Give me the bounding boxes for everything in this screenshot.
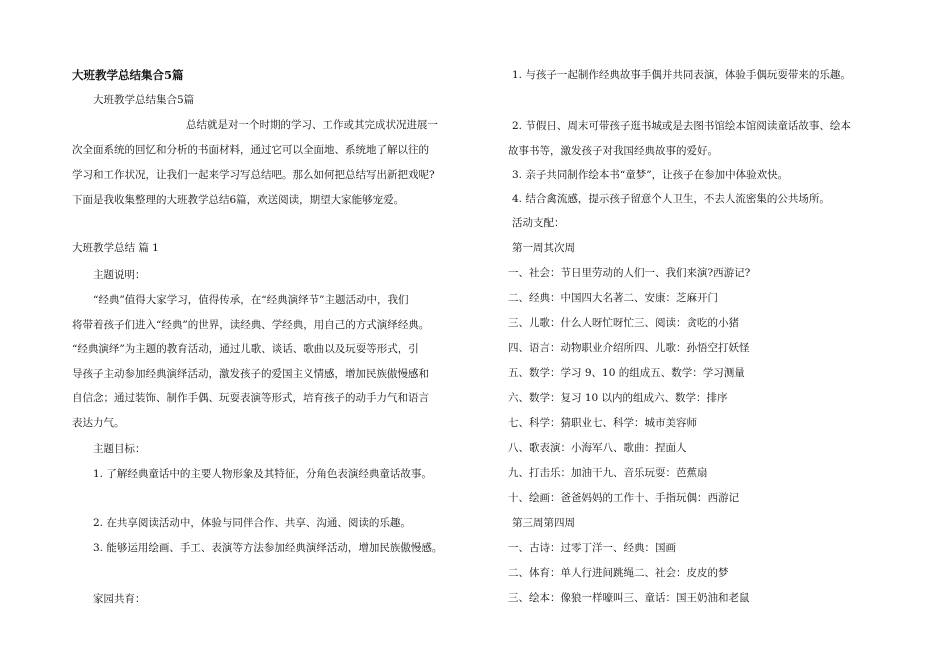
theme-line: “经典”值得大家学习，值得传承，在“经典演绎节”主题活动中，我们 xyxy=(93,294,409,306)
document-subtitle: 大班教学总结集合5篇 xyxy=(93,94,195,106)
document-title: 大班教学总结集合5篇 xyxy=(72,68,184,82)
goal-item: 2. 在共享阅读活动中，体验与同伴合作、共享、沟通、阅读的乐趣。 xyxy=(93,517,411,529)
schedule-item: 一、社会：节日里劳动的人们一、我们来演?西游记? xyxy=(508,267,751,279)
schedule-item: 八、歌表演：小海军八、歌曲：捏面人 xyxy=(508,442,687,454)
intro-line: 学习和工作状况，让我们一起来学习写总结吧。那么如何把总结写出新把戏呢? xyxy=(72,169,435,181)
goal-item: 1. 了解经典童话中的主要人物形象及其特征，分角色表演经典童话故事。 xyxy=(93,468,432,480)
schedule-item: 四、语言：动物职业介绍所四、儿歌：孙悟空打妖怪 xyxy=(508,342,750,354)
schedule-item: 七、科学：猜职业七、科学：城市美容师 xyxy=(508,417,697,429)
home-label: 家园共育： xyxy=(93,593,146,605)
home-item: 1. 与孩子一起制作经典故事手偶并共同表演，体验手偶玩耍带来的乐趣。 xyxy=(512,69,851,81)
schedule-item: 二、体育：单人行进间跳绳二、社会：皮皮的梦 xyxy=(508,567,729,579)
intro-line: 次全面系统的回忆和分析的书面材料，通过它可以全面地、系统地了解以往的 xyxy=(72,144,429,156)
schedule-item: 二、经典：中国四大名著二、安康：芝麻开门 xyxy=(508,292,718,304)
theme-line: 导孩子主动参加经典演绎活动，激发孩子的爱国主义情感，增加民族傲慢感和 xyxy=(72,368,429,380)
home-item: 故事书等，激发孩子对我国经典故事的爱好。 xyxy=(508,145,718,157)
schedule-item: 三、儿歌：什么人呀忙呀忙三、阅读：贪吃的小猪 xyxy=(508,317,739,329)
schedule-item: 五、数学：学习 9、10 的组成五、数学：学习测量 xyxy=(508,367,745,379)
home-item: 3. 亲子共同制作绘本书“童梦”，让孩子在参加中体验欢快。 xyxy=(512,169,789,181)
week-heading: 第三周第四周 xyxy=(512,517,575,529)
home-item: 2. 节假日、周末可带孩子逛书城或是去图书馆绘本馆阅读童话故事、绘本 xyxy=(512,120,851,132)
theme-line: “经典演绎”为主题的教育活动，通过儿歌、谈话、歌曲以及玩耍等形式，引 xyxy=(72,343,419,355)
goals-label: 主题目标： xyxy=(93,443,146,455)
theme-line: 将带着孩子们进入“经典”的世界，读经典、学经典，用自己的方式演绎经典。 xyxy=(72,319,430,331)
theme-line: 自信念；通过装饰、制作手偶、玩耍表演等形式，培育孩子的动手力气和语言 xyxy=(72,392,429,404)
intro-line: 下面是我收集整理的大班教学总结6篇，欢送阅读，期望大家能够宠爱。 xyxy=(72,194,405,206)
schedule-item: 三、绘本：像狼一样嚎叫三、童话：国王奶油和老鼠 xyxy=(508,592,750,604)
theme-line: 表达力气。 xyxy=(72,417,125,429)
schedule-item: 十、绘画：爸爸妈妈的工作十、手指玩偶：西游记 xyxy=(508,492,739,504)
schedule-item: 一、古诗：过零丁洋一、经典：国画 xyxy=(508,542,676,554)
goal-item: 3. 能够运用绘画、手工、表演等方法参加经典演绎活动，增加民族傲慢感。 xyxy=(93,542,443,554)
theme-label: 主题说明： xyxy=(93,269,146,281)
schedule-item: 九、打击乐：加油干九、音乐玩耍：芭蕉扇 xyxy=(508,467,708,479)
intro-line: 总结就是对一个时期的学习、工作或其完成状况进展一 xyxy=(186,119,438,131)
section-heading: 大班教学总结 篇 1 xyxy=(72,242,159,254)
activity-label: 活动支配： xyxy=(512,217,565,229)
schedule-item: 六、数学：复习 10 以内的组成六、数学：排序 xyxy=(508,392,728,404)
week-heading: 第一周其次周 xyxy=(512,242,575,254)
home-item: 4. 结合禽流感，提示孩子留意个人卫生，不去人流密集的公共场所。 xyxy=(512,193,830,205)
